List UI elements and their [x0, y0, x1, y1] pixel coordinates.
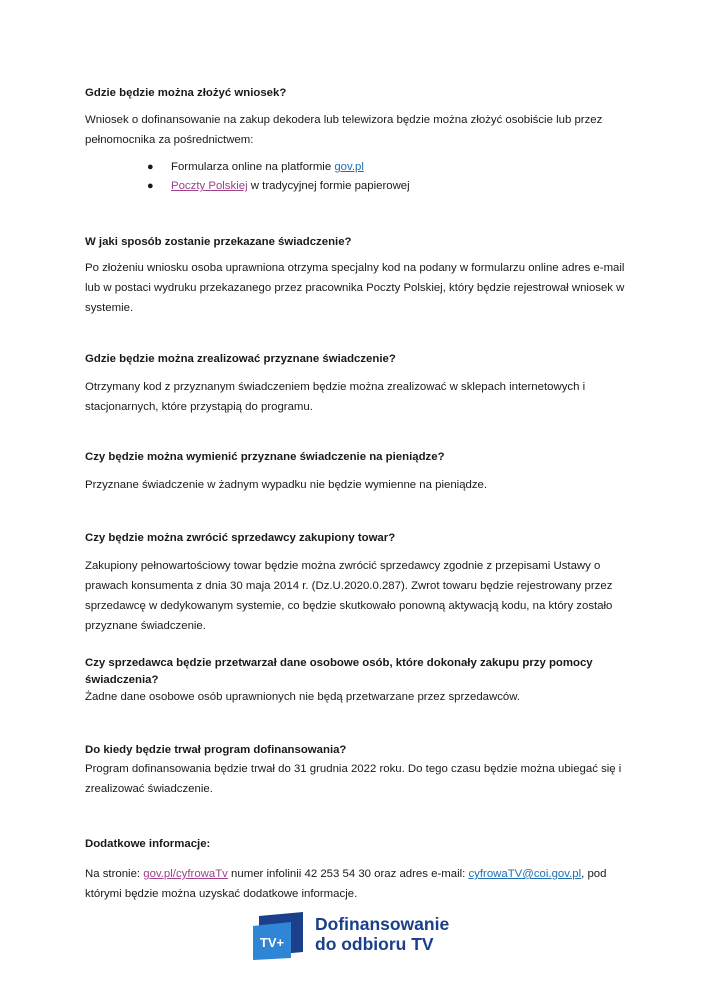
heading-exchange-money: Czy będzie można wymienić przyznane świadczenie na pieniądze?: [85, 451, 445, 463]
document-body: [85, 86, 630, 904]
logo-line1: Dofinansowanie: [315, 914, 450, 934]
list-item: [147, 158, 630, 177]
logo-text: [315, 914, 449, 954]
text-program-duration: Program dofinansowania będzie trwał do 31 grudnia 2022 roku. Do tego czasu będzie można ubiegać się i zrealizować świadczenie.: [85, 763, 622, 795]
heading-program-duration: Do kiedy będzie trwał program dofinansowania?: [85, 744, 347, 756]
link-cyfrowa-tv[interactable]: gov.pl/cyfrowaTv: [143, 868, 228, 880]
info-middle: numer infolinii 42 253 54 30 oraz adres e-mail:: [227, 868, 469, 880]
bullet-text: w tradycyjnej formie papierowej: [247, 180, 410, 192]
link-poczta-polska[interactable]: Poczty Polskiej: [171, 180, 248, 192]
link-gov-pl[interactable]: gov.pl: [334, 161, 364, 173]
bullet-text: Formularza online na platformie: [171, 161, 335, 173]
text-where-apply: Wniosek o dofinansowanie na zakup dekodera lub telewizora będzie można złożyć osobiście lub przez pełnomocnika za pośrednictwem:: [85, 114, 603, 146]
info-prefix: Na stronie:: [85, 868, 144, 880]
info-suffix: , pod którymi będzie można uzyskać dodatkowe informacje.: [85, 868, 607, 900]
link-email[interactable]: cyfrowaTV@coi.gov.pl: [468, 868, 582, 880]
bullet-icon: ●: [147, 161, 154, 173]
text-exchange-money: Przyznane świadczenie w żadnym wypadku nie będzie wymienne na pieniądze.: [85, 479, 488, 491]
heading-where-apply: Gdzie będzie można złożyć wniosek?: [85, 87, 287, 99]
apply-methods-list: [85, 158, 630, 196]
text-additional-info: [85, 864, 630, 904]
text-where-redeem: Otrzymany kod z przyznanym świadczeniem będzie można zrealizować w sklepach internetowych i stacjonarnych, które przystąpią do programu.: [85, 381, 586, 413]
text-personal-data: Żadne dane osobowe osób uprawnionych nie będą przetwarzane przez sprzedawców.: [85, 691, 521, 703]
logo-line2: do odbioru TV: [315, 934, 434, 954]
bullet-icon: ●: [147, 180, 154, 192]
heading-where-redeem: Gdzie będzie można zrealizować przyznane świadczenie?: [85, 353, 396, 365]
text-return-goods: Zakupiony pełnowartościowy towar będzie można zwrócić sprzedawcy zgodnie z przepisami Ustawy o prawach konsumenta z dnia 30 maja 2014 r. (Dz.U.2020.0.287). Zwrot towaru będzie rejestrowany przez sprzedawcę w dedykowanym systemie, co będzie skutkowało ponowną aktywacją kodu, na który zostało przyznane świadczenie.: [85, 560, 613, 632]
tv-plus-icon: [251, 912, 311, 960]
program-logo: [251, 912, 461, 960]
list-item: [147, 177, 630, 196]
logo-badge: TV+: [259, 935, 285, 950]
heading-return-goods: Czy będzie można zwrócić sprzedawcy zakupiony towar?: [85, 532, 396, 544]
heading-how-delivered: W jaki sposób zostanie przekazane świadczenie?: [85, 236, 352, 248]
heading-personal-data: Czy sprzedawca będzie przetwarzał dane osobowe osób, które dokonały zakupu przy pomocy świadczenia?: [85, 657, 593, 686]
text-how-delivered: Po złożeniu wniosku osoba uprawniona otrzyma specjalny kod na podany w formularzu online adres e-mail lub w postaci wydruku przekazanego przez pracownika Poczty Polskiej, który będzie rejestrował wniosek w systemie.: [85, 262, 625, 314]
heading-additional-info: Dodatkowe informacje:: [85, 838, 211, 850]
